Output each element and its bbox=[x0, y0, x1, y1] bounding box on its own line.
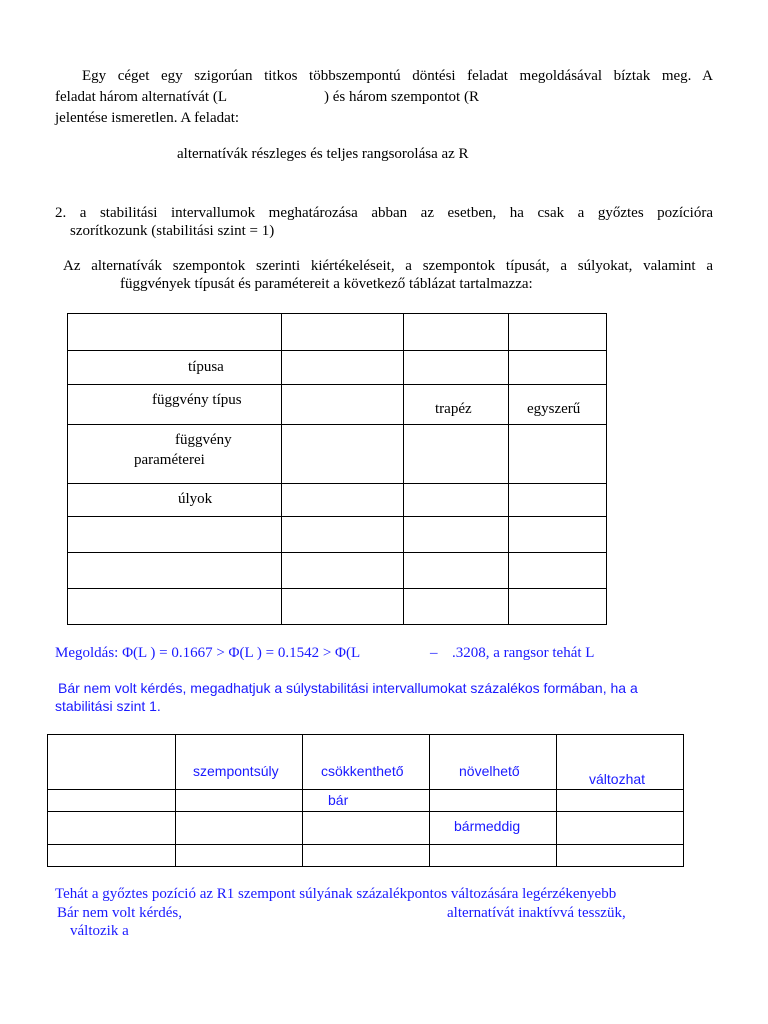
increasable-header: növelhető bbox=[459, 763, 520, 779]
table-cell bbox=[176, 812, 303, 845]
table-intro-line-2: függvények típusát és paramétereit a következő táblázat tartalmazza: bbox=[120, 276, 533, 292]
table-cell bbox=[303, 812, 430, 845]
table-cell bbox=[557, 812, 684, 845]
table-cell bbox=[282, 385, 404, 425]
any-amount-value: bármeddig bbox=[454, 818, 521, 834]
table-intro-line-1: Az alternatívák szempontok szerinti kiértékeléseit, a szempontok típusát, a súlyokat, valamint a bbox=[63, 258, 713, 274]
table-cell bbox=[68, 589, 282, 625]
trapez-value: trapéz bbox=[435, 401, 472, 417]
table-cell bbox=[509, 314, 607, 351]
table-cell bbox=[430, 735, 557, 790]
solution-text-1: Megoldás: Φ(L ) = 0.1667 > Φ(L ) = 0.1542 > Φ(L bbox=[55, 645, 361, 661]
table-cell bbox=[176, 735, 303, 790]
solution-text-2: .3208, a rangsor tehát L bbox=[452, 645, 595, 661]
table-cell bbox=[303, 735, 430, 790]
task-2-line-2: szorítkozunk (stabilitási szint = 1) bbox=[70, 223, 275, 239]
table-cell bbox=[48, 812, 176, 845]
table-cell bbox=[404, 553, 509, 589]
table-cell bbox=[176, 790, 303, 812]
criteria-table bbox=[67, 313, 607, 625]
table-cell bbox=[282, 589, 404, 625]
criterion-weight-header: szempontsúly bbox=[193, 763, 279, 779]
table-cell bbox=[404, 517, 509, 553]
table-cell bbox=[68, 425, 282, 484]
table-cell bbox=[303, 845, 430, 867]
intro-line-2-mid: ) és három szempontot (R bbox=[324, 89, 479, 105]
table-cell bbox=[557, 790, 684, 812]
table-cell bbox=[282, 425, 404, 484]
conclusion-line-1: Tehát a győztes pozíció az R1 szempont súlyának százalékpontos változására legérzékenyebb bbox=[55, 886, 617, 902]
conclusion-line-2b: alternatívát inaktívvá tesszük, bbox=[447, 905, 626, 921]
intro-line-3: jelentése ismeretlen. A feladat: bbox=[55, 110, 240, 126]
note-1-line-2: stabilitási szint 1. bbox=[55, 698, 161, 714]
table-cell bbox=[509, 425, 607, 484]
note-1-line-1: Bár nem volt kérdés, megadhatjuk a súlystabilitási intervallumokat százalékos formában, ha a bbox=[58, 680, 638, 696]
table-cell bbox=[509, 517, 607, 553]
table-cell bbox=[282, 553, 404, 589]
table-cell bbox=[404, 314, 509, 351]
decreasable-header: csökkenthető bbox=[321, 763, 404, 779]
egyszeru-value: egyszerű bbox=[527, 401, 581, 417]
table-cell bbox=[430, 790, 557, 812]
solution-dash: – bbox=[430, 645, 438, 661]
intro-line-2-start: feladat három alternatívát (L bbox=[55, 89, 227, 105]
table-cell bbox=[282, 484, 404, 517]
table-cell bbox=[430, 845, 557, 867]
table-cell bbox=[68, 517, 282, 553]
stability-table bbox=[47, 734, 684, 867]
table-cell bbox=[557, 845, 684, 867]
task-1: alternatívák részleges és teljes rangsorolása az R bbox=[177, 146, 469, 162]
table-cell bbox=[68, 351, 282, 385]
function-label: függvény bbox=[175, 432, 232, 448]
table-cell bbox=[509, 553, 607, 589]
table-cell bbox=[68, 314, 282, 351]
table-cell bbox=[404, 589, 509, 625]
table-cell bbox=[509, 351, 607, 385]
table-cell bbox=[509, 385, 607, 425]
table-cell bbox=[303, 790, 430, 812]
table-cell bbox=[282, 517, 404, 553]
table-cell bbox=[430, 812, 557, 845]
table-cell bbox=[176, 845, 303, 867]
table-cell bbox=[48, 790, 176, 812]
table-cell bbox=[48, 845, 176, 867]
table-cell bbox=[509, 484, 607, 517]
table-cell bbox=[509, 589, 607, 625]
table-cell bbox=[404, 425, 509, 484]
weights-label: úlyok bbox=[178, 491, 213, 507]
conclusion-line-3: változik a bbox=[70, 923, 129, 939]
table-cell bbox=[404, 385, 509, 425]
criteria-type-label: típusa bbox=[188, 359, 224, 375]
table-cell bbox=[48, 735, 176, 790]
table-cell bbox=[404, 351, 509, 385]
table-cell bbox=[404, 484, 509, 517]
table-cell bbox=[68, 484, 282, 517]
conclusion-line-2a: Bár nem volt kérdés, bbox=[57, 905, 182, 921]
changeable-header: változhat bbox=[589, 771, 646, 787]
table-cell bbox=[282, 314, 404, 351]
table-cell bbox=[282, 351, 404, 385]
table-cell bbox=[557, 735, 684, 790]
task-2-line-1: 2. a stabilitási intervallumok meghatározása abban az esetben, ha csak a győztes pozícióra bbox=[55, 205, 713, 221]
table-cell bbox=[68, 553, 282, 589]
parameters-label: paraméterei bbox=[134, 452, 205, 468]
table-cell bbox=[68, 385, 282, 425]
any-value-short: bár bbox=[328, 792, 349, 808]
function-type-label: függvény típus bbox=[152, 392, 242, 408]
intro-line-1: Egy céget egy szigorúan titkos többszempontú döntési feladat megoldásával bíztak meg. A bbox=[82, 68, 713, 84]
